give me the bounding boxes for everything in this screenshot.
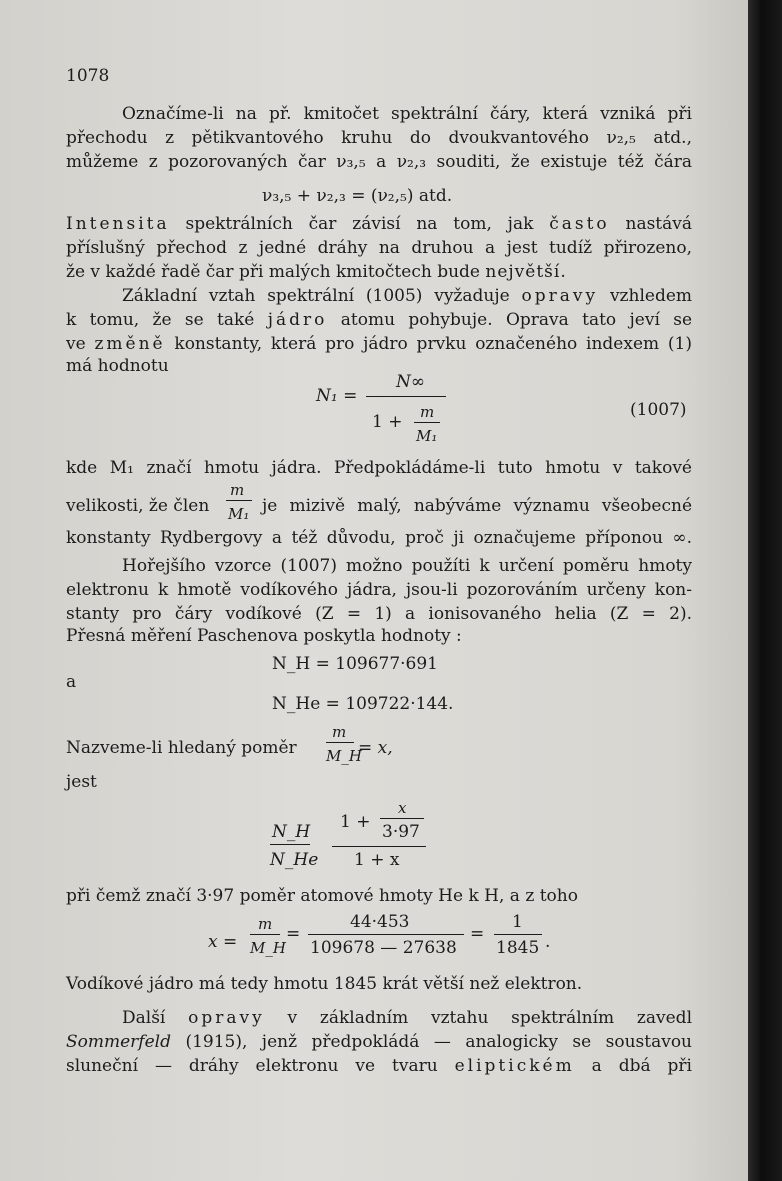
eqx-bar2 xyxy=(308,934,464,935)
ratio-lhs-bar xyxy=(270,844,310,845)
para6-end: = x, xyxy=(358,738,393,758)
para5-line3: stanty pro čáry vodíkové (Z = 1) a ionisovaného helia (Z = 2). xyxy=(66,604,692,624)
para4-line3: konstanty Rydbergovy a též důvodu, proč ji označujeme příponou ∞. xyxy=(66,528,692,548)
eqx-eq1: = xyxy=(286,924,301,944)
para3-line4: má hodnotu xyxy=(66,356,169,376)
eq1007-label: (1007) xyxy=(630,400,687,420)
emph-casto: často xyxy=(549,214,610,234)
para4-line1: kde M₁ značí hmotu jádra. Předpokládáme-li tuto hmotu v takové xyxy=(66,458,692,478)
para4-frac-den: M₁ xyxy=(228,505,250,523)
emph-zmene: změně xyxy=(94,334,166,354)
ratio-one-plus: 1 + xyxy=(340,812,371,832)
equation-nu: ν₃,₅ + ν₂,₃ = (ν₂,₅) atd. xyxy=(262,186,453,206)
eq1007-M1: M₁ xyxy=(416,427,438,445)
para2-line1: Intensita spektrálních čar závisí na tom, jak často nastává xyxy=(66,214,693,234)
page-number: 1078 xyxy=(66,66,110,86)
ratio-x: x xyxy=(398,799,407,817)
para5-line4: Přesná měření Paschenova poskytla hodnoty : xyxy=(66,626,462,646)
page-edge-shadow xyxy=(748,0,782,1181)
para6-start: Nazveme-li hledaný poměr xyxy=(66,738,297,758)
eqx-num2: 44·453 xyxy=(350,912,410,932)
ratio-397: 3·97 xyxy=(382,822,420,842)
eq1007-numerator: N∞ xyxy=(396,372,426,392)
eqx-bar1 xyxy=(250,934,280,935)
eqx-den3: 1845 xyxy=(496,938,540,958)
ratio-rhs-bar xyxy=(332,846,426,847)
eqx-m: m xyxy=(258,915,273,933)
para9-line1: Další opravy v základním vztahu spektrálním zavedl xyxy=(122,1008,693,1028)
para6-num: m xyxy=(332,723,347,741)
eq1007-fraction-bar xyxy=(366,396,446,397)
eqx-dot: . xyxy=(545,932,551,952)
para3-line3: ve změně konstanty, která pro jádro prvku označeného indexem (1) xyxy=(66,334,692,354)
para4-line2-end: je mizivě malý, nabýváme významu všeobecné xyxy=(262,496,692,516)
jest-label: jest xyxy=(66,772,97,792)
eqx-bar3 xyxy=(494,934,542,935)
ratio-den: 1 + x xyxy=(354,850,400,870)
para7: při čemž značí 3·97 poměr atomové hmoty He k H, a z toho xyxy=(66,886,578,906)
para5-line2: elektronu k hmotě vodíkového jádra, jsou-li pozorováním určeny kon- xyxy=(66,580,692,600)
eqx-MH: M_H xyxy=(250,939,286,957)
para9-line3: sluneční — dráhy elektronu ve tvaru eliptickém a dbá při xyxy=(66,1056,692,1076)
and-label: a xyxy=(66,672,77,692)
para6-frac-bar xyxy=(326,742,354,743)
name-sommerfeld: Sommerfeld xyxy=(66,1032,171,1052)
para4-frac-num: m xyxy=(230,481,245,499)
para1-line2: přechodu z pětikvantového kruhu do dvoukvantového ν₂,₅ atd., xyxy=(66,128,692,148)
eq1007-lhs: N₁ = xyxy=(316,386,358,406)
para3-line1: Základní vztah spektrální (1005) vyžaduje opravy vzhledem xyxy=(122,286,693,306)
ratio-inner-bar xyxy=(380,818,424,819)
emph-eliptickem: eliptickém xyxy=(454,1056,575,1076)
para4-line2-start: velikosti, že člen xyxy=(66,496,210,516)
eqx-den2: 109678 — 27638 xyxy=(310,938,457,958)
emph-opravy: opravy xyxy=(521,286,599,306)
para2-line2: příslušný přechod z jedné dráhy na druhou a jest tudíž přirozeno, xyxy=(66,238,692,258)
para9-line2: Sommerfeld (1915), jenž předpokládá — analogicky se soustavou xyxy=(66,1032,693,1052)
para8: Vodíkové jádro má tedy hmotu 1845 krát větší než elektron. xyxy=(66,974,583,994)
ratio-lhs-den: N_He xyxy=(270,850,319,870)
emph-opravy-2: opravy xyxy=(188,1008,265,1028)
eq1007-m: m xyxy=(420,403,435,421)
para3-line2: k tomu, že se také jádro atomu pohybuje. Oprava tato jeví se xyxy=(66,310,693,330)
para1-line3: můžeme z pozorovaných čar ν₃,₅ a ν₂,₃ souditi, že existuje též čára xyxy=(66,152,692,172)
para1-line1: Označíme-li na př. kmitočet spektrální čáry, která vzniká při xyxy=(122,104,692,124)
eqx-lhs: x = xyxy=(208,932,238,952)
eq1007-inner-bar xyxy=(414,422,440,423)
equation-NHe: N_He = 109722·144. xyxy=(272,694,454,714)
eqx-num3: 1 xyxy=(512,912,523,932)
para5-line1: Hořejšího vzorce (1007) možno použíti k určení poměru hmoty xyxy=(122,556,692,576)
eq1007-one-plus: 1 + xyxy=(372,412,403,432)
para2-line3: že v každé řadě čar při malých kmitočtech bude největší. xyxy=(66,262,567,282)
ratio-lhs-num: N_H xyxy=(272,822,311,842)
emph-intensita: Intensita xyxy=(66,214,170,234)
para4-frac-bar xyxy=(226,500,252,501)
equation-NH: N_H = 109677·691 xyxy=(272,654,438,674)
eqx-eq2: = xyxy=(470,924,485,944)
emph-jadro: jádro xyxy=(267,310,328,330)
para6-den: M_H xyxy=(326,747,362,765)
